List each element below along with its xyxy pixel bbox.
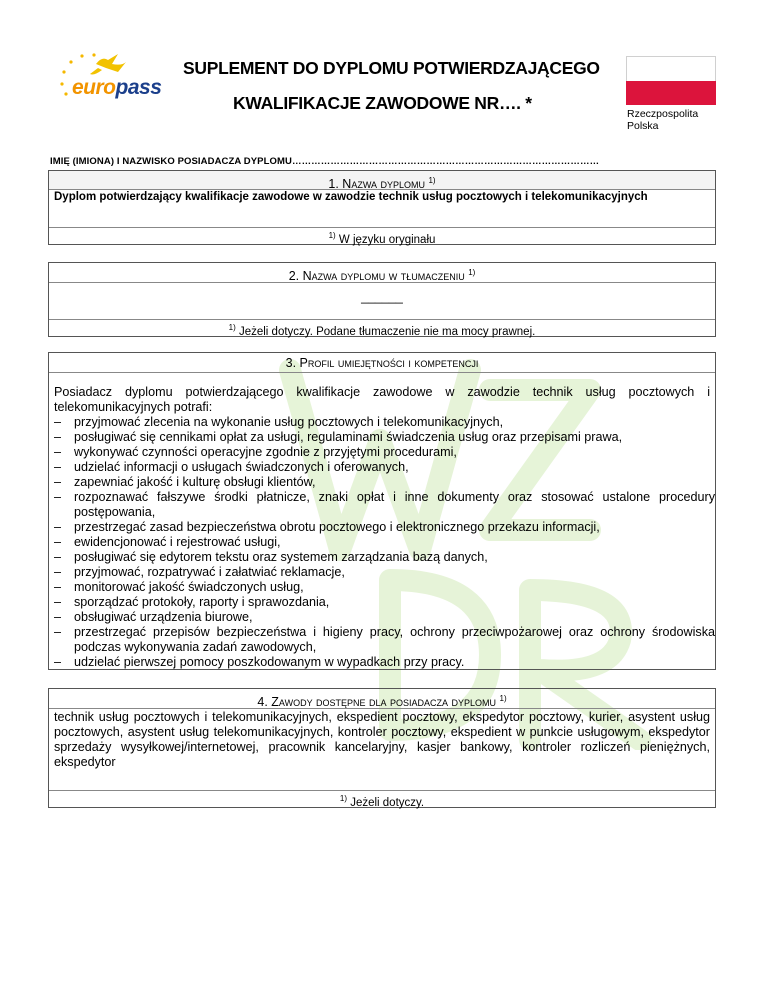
list-item: – posługiwać się edytorem tekstu oraz systemem zarządzania bazą danych, (49, 550, 715, 565)
list-item: – przestrzegać zasad bezpieczeństwa obrotu pocztowego i elektronicznego przekazu informacji, (49, 520, 715, 535)
section3-body (49, 373, 715, 670)
section1-heading: 1. Nazwa dyplomu $^{1)}$ (49, 171, 715, 190)
section1-body: Dyplom potwierdzający kwalifikacje zawodowe w zawodzie technik usług pocztowych i telekomunikacyjnych (49, 190, 715, 228)
polish-flag-icon (626, 56, 716, 104)
list-item: – rozpoznawać fałszywe środki płatnicze, znaki opłat i inne dokumenty oraz stosować ustalone procedury postępowania, (49, 490, 715, 520)
title-line-1: SUPLEMENT DO DYPLOMU POTWIERDZAJĄCEGO (183, 58, 600, 78)
section-skills-profile (48, 352, 716, 670)
list-item: – przyjmować zlecenia na wykonanie usług pocztowych i telekomunikacyjnych, (49, 415, 715, 430)
section4-heading: 4. Zawody dostępne dla posiadacza dyplomu $^{1)}$ (49, 689, 715, 709)
country-line-1: Rzeczpospolita (627, 108, 699, 120)
list-item: – przestrzegać przepisów bezpieczeństwa i higieny pracy, ochrony przeciwpożarowej oraz ochrony środowiska podczas wykonywania zadań zawodowych, (49, 625, 715, 655)
section-diploma-name (48, 170, 716, 245)
section4-footnote: $^{1)}$ Jeżeli dotyczy. (339, 794, 425, 809)
section2-heading: 2. Nazwa dyplomu w tłumaczeniu $^{1)}$ (49, 263, 715, 283)
section1-footnote: $^{1)}$ W języku oryginału (328, 231, 436, 246)
title-line-2: KWALIFIKACJE ZAWODOWE NR…. * (233, 93, 532, 113)
section4-body: technik usług pocztowych i telekomunikacyjnych, ekspedient pocztowy, ekspedytor pocztowy, kurier, asystent usług pocztowych, asystent usług telekomunikacyjnych, kontroler pocztowy, ekspedient w punkcie usługowym, ekspedytor sprzedaży wysyłkowej/internetowej, pracownik kancelaryjny, kasjer bankowy, kontroler rozliczeń pieniężnych, ekspedytor (49, 709, 715, 791)
section2-footnote: $^{1)}$ Jeżeli dotyczy. Podane tłumaczenie nie ma mocy prawnej. (228, 323, 536, 338)
list-item: – udzielać pierwszej pomocy poszkodowanym w wypadkach przy pracy. (49, 655, 715, 670)
section-translated-name (48, 262, 716, 337)
europass-logo (52, 50, 162, 106)
list-item: – wykonywać czynności operacyjne zgodnie z przyjętymi procedurami, (49, 445, 715, 460)
list-item: – udzielać informacji o usługach świadczonych i oferowanych, (49, 460, 715, 475)
skills-list (49, 415, 715, 670)
list-item: – zapewniać jakość i kulturę obsługi klientów, (49, 475, 715, 490)
country-line-2: Polska (627, 120, 659, 132)
list-item: – monitorować jakość świadczonych usług, (49, 580, 715, 595)
section-accessible-occupations (48, 688, 716, 808)
list-item: – posługiwać się cennikami opłat za usługi, regulaminami świadczenia usług oraz przepisami prawa, (49, 430, 715, 445)
list-item: – obsługiwać urządzenia biurowe, (49, 610, 715, 625)
section3-heading: 3. Profil umiejętności i kompetencji (49, 353, 715, 373)
list-item: – przyjmować, rozpatrywać i załatwiać reklamacje, (49, 565, 715, 580)
holder-name-label: IMIĘ (IMIONA) I NAZWISKO POSIADACZA DYPLOMU…………………………………………………………………………………… (50, 156, 600, 167)
section3-intro: Posiadacz dyplomu potwierdzającego kwalifikacje zawodowe w zawodzie technik usług pocztowych i telekomunikacyjnych potrafi: (54, 385, 710, 414)
section2-body: ______ (49, 283, 715, 320)
country-name (627, 108, 698, 132)
document-title (183, 58, 613, 114)
europass-logo-text: europass (72, 76, 162, 99)
list-item: – ewidencjonować i rejestrować usługi, (49, 535, 715, 550)
list-item: – sporządzać protokoły, raporty i sprawozdania, (49, 595, 715, 610)
